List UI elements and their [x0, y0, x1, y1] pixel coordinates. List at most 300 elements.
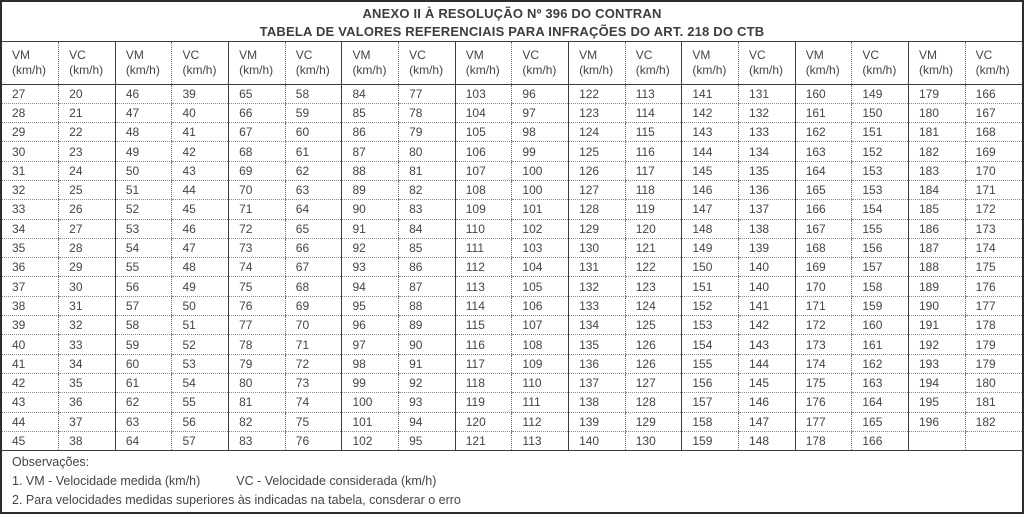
header-label: VM [579, 47, 598, 62]
vc-cell: 55 [172, 393, 229, 412]
vm-cell: 70 [229, 180, 286, 199]
vc-cell: 181 [965, 393, 1022, 412]
vm-cell: 63 [115, 412, 172, 431]
vm-cell: 89 [342, 180, 399, 199]
vm-cell: 66 [229, 103, 286, 122]
vc-cell: 104 [512, 258, 569, 277]
vm-cell: 151 [682, 277, 739, 296]
vc-cell: 44 [172, 180, 229, 199]
vc-cell: 143 [739, 335, 796, 354]
vm-cell: 187 [909, 238, 966, 257]
vm-cell: 169 [795, 258, 852, 277]
table-row [2, 296, 1022, 315]
vm-cell: 143 [682, 123, 739, 142]
vm-cell: 112 [455, 258, 512, 277]
header-cell-vc [285, 42, 342, 84]
header-label: VM [805, 47, 824, 62]
vm-cell: 192 [909, 335, 966, 354]
table-row [2, 335, 1022, 354]
vc-cell: 73 [285, 373, 342, 392]
vc-cell: 137 [739, 200, 796, 219]
vc-cell: 79 [399, 123, 456, 142]
vc-cell: 54 [172, 373, 229, 392]
vc-cell: 133 [739, 123, 796, 142]
vc-cell: 25 [59, 180, 116, 199]
header-unit: (km/h) [409, 62, 444, 77]
vc-cell: 182 [965, 412, 1022, 431]
vm-cell: 149 [682, 238, 739, 257]
header-cell-vc [852, 42, 909, 84]
header-unit: (km/h) [465, 62, 500, 77]
vc-cell: 50 [172, 296, 229, 315]
vm-cell: 163 [795, 142, 852, 161]
vc-cell: 84 [399, 219, 456, 238]
vm-cell: 55 [115, 258, 172, 277]
header-unit: (km/h) [239, 62, 274, 77]
header-cell-vc [512, 42, 569, 84]
vc-cell: 127 [625, 373, 682, 392]
vc-cell: 87 [399, 277, 456, 296]
header-unit: (km/h) [862, 62, 897, 77]
table-row [2, 123, 1022, 142]
vc-cell: 95 [399, 431, 456, 450]
vc-cell: 103 [512, 238, 569, 257]
table-row [2, 373, 1022, 392]
table-row [2, 238, 1022, 257]
vc-cell: 111 [512, 393, 569, 412]
vm-cell: 40 [2, 335, 59, 354]
vm-cell: 104 [455, 103, 512, 122]
vm-cell: 36 [2, 258, 59, 277]
table-row [2, 316, 1022, 335]
vc-cell: 38 [59, 431, 116, 450]
vc-cell: 161 [852, 335, 909, 354]
vm-cell: 72 [229, 219, 286, 238]
vm-cell: 58 [115, 316, 172, 335]
vm-cell: 54 [115, 238, 172, 257]
vc-cell: 112 [512, 412, 569, 431]
table-row [2, 219, 1022, 238]
vm-cell: 59 [115, 335, 172, 354]
vc-cell: 115 [625, 123, 682, 142]
vc-cell: 108 [512, 335, 569, 354]
header-unit: (km/h) [352, 62, 387, 77]
vm-cell: 140 [569, 431, 626, 450]
vm-cell: 122 [569, 84, 626, 103]
vc-cell: 175 [965, 258, 1022, 277]
vc-cell: 24 [59, 161, 116, 180]
vm-cell: 27 [2, 84, 59, 103]
vm-cell: 119 [455, 393, 512, 412]
vm-cell: 87 [342, 142, 399, 161]
vm-cell: 146 [682, 180, 739, 199]
vm-cell: 90 [342, 200, 399, 219]
vc-cell: 134 [739, 142, 796, 161]
vc-cell: 135 [739, 161, 796, 180]
vm-cell: 76 [229, 296, 286, 315]
header-cell-vc [965, 42, 1022, 84]
vm-cell: 116 [455, 335, 512, 354]
vm-cell: 133 [569, 296, 626, 315]
vm-cell: 94 [342, 277, 399, 296]
vc-cell: 153 [852, 161, 909, 180]
vm-cell: 61 [115, 373, 172, 392]
vm-cell: 190 [909, 296, 966, 315]
vm-cell: 179 [909, 84, 966, 103]
vm-cell: 193 [909, 354, 966, 373]
header-label: VC [295, 47, 313, 62]
vm-cell: 157 [682, 393, 739, 412]
vc-cell: 100 [512, 180, 569, 199]
vm-cell: 73 [229, 238, 286, 257]
vm-cell: 144 [682, 142, 739, 161]
vc-cell: 64 [285, 200, 342, 219]
vc-cell: 89 [399, 316, 456, 335]
vc-cell: 109 [512, 354, 569, 373]
header-cell-vm [115, 42, 172, 84]
vm-cell: 159 [682, 431, 739, 450]
vc-cell: 30 [59, 277, 116, 296]
vc-cell: 152 [852, 142, 909, 161]
header-cell-vc [739, 42, 796, 84]
vm-cell: 82 [229, 412, 286, 431]
vc-cell: 22 [59, 123, 116, 142]
vm-cell: 56 [115, 277, 172, 296]
vc-cell: 119 [625, 200, 682, 219]
vm-cell: 39 [2, 316, 59, 335]
observations-block [2, 450, 1022, 512]
vc-cell: 117 [625, 161, 682, 180]
header-label: VC [182, 47, 200, 62]
vm-cell: 128 [569, 200, 626, 219]
vc-cell: 123 [625, 277, 682, 296]
vc-cell: 128 [625, 393, 682, 412]
table-row [2, 84, 1022, 103]
vc-cell: 71 [285, 335, 342, 354]
vm-cell: 186 [909, 219, 966, 238]
header-cell-vm [455, 42, 512, 84]
header-unit: (km/h) [975, 62, 1010, 77]
header-label: VC [69, 47, 86, 62]
vc-cell: 74 [285, 393, 342, 412]
vc-cell: 154 [852, 200, 909, 219]
vm-cell: 38 [2, 296, 59, 315]
header-cell-vc [399, 42, 456, 84]
header-unit: (km/h) [692, 62, 727, 77]
vc-cell: 56 [172, 412, 229, 431]
vc-cell: 60 [285, 123, 342, 142]
vm-cell: 118 [455, 373, 512, 392]
vc-cell: 98 [512, 123, 569, 142]
vm-cell: 46 [115, 84, 172, 103]
vm-cell: 71 [229, 200, 286, 219]
vm-cell: 79 [229, 354, 286, 373]
vm-cell: 115 [455, 316, 512, 335]
vc-cell: 77 [399, 84, 456, 103]
vc-cell: 169 [965, 142, 1022, 161]
vm-cell: 91 [342, 219, 399, 238]
vc-cell: 120 [625, 219, 682, 238]
header-unit: (km/h) [805, 62, 840, 77]
vc-cell: 176 [965, 277, 1022, 296]
vm-cell: 147 [682, 200, 739, 219]
vm-cell: 107 [455, 161, 512, 180]
vm-cell: 117 [455, 354, 512, 373]
vm-cell: 191 [909, 316, 966, 335]
vm-cell: 148 [682, 219, 739, 238]
vc-cell: 27 [59, 219, 116, 238]
header-unit: (km/h) [69, 62, 104, 77]
vm-cell: 137 [569, 373, 626, 392]
vc-cell: 122 [625, 258, 682, 277]
header-cell-vc [59, 42, 116, 84]
vm-cell: 177 [795, 412, 852, 431]
vm-cell: 114 [455, 296, 512, 315]
table-row [2, 200, 1022, 219]
vm-cell: 184 [909, 180, 966, 199]
vc-cell: 43 [172, 161, 229, 180]
vc-cell: 82 [399, 180, 456, 199]
vm-cell: 183 [909, 161, 966, 180]
vc-cell: 167 [965, 103, 1022, 122]
vm-cell: 125 [569, 142, 626, 161]
vc-cell: 26 [59, 200, 116, 219]
vc-cell: 47 [172, 238, 229, 257]
reference-table [2, 42, 1022, 450]
vc-cell: 155 [852, 219, 909, 238]
table-row [2, 393, 1022, 412]
vc-cell: 151 [852, 123, 909, 142]
vc-cell: 142 [739, 316, 796, 335]
vc-cell: 158 [852, 277, 909, 296]
vc-cell: 85 [399, 238, 456, 257]
vc-cell: 178 [965, 316, 1022, 335]
vc-cell: 129 [625, 412, 682, 431]
vm-cell: 65 [229, 84, 286, 103]
vm-cell: 170 [795, 277, 852, 296]
vm-cell: 86 [342, 123, 399, 142]
vc-cell: 106 [512, 296, 569, 315]
vm-cell: 181 [909, 123, 966, 142]
vm-cell: 108 [455, 180, 512, 199]
vc-cell: 131 [739, 84, 796, 103]
vc-cell: 171 [965, 180, 1022, 199]
vc-cell: 166 [852, 431, 909, 450]
vm-cell: 53 [115, 219, 172, 238]
vc-cell: 35 [59, 373, 116, 392]
vm-cell: 124 [569, 123, 626, 142]
vc-cell: 92 [399, 373, 456, 392]
vm-cell: 162 [795, 123, 852, 142]
header-label: VM [352, 47, 371, 62]
vm-cell: 153 [682, 316, 739, 335]
vm-cell: 75 [229, 277, 286, 296]
vm-cell: 174 [795, 354, 852, 373]
vm-cell: 68 [229, 142, 286, 161]
vm-cell: 47 [115, 103, 172, 122]
header-cell-vm [229, 42, 286, 84]
vm-cell: 113 [455, 277, 512, 296]
table-header [2, 42, 1022, 84]
vm-cell: 161 [795, 103, 852, 122]
vm-cell: 44 [2, 412, 59, 431]
vm-cell: 176 [795, 393, 852, 412]
vm-cell [909, 431, 966, 450]
table-title [2, 2, 1022, 42]
vc-cell: 97 [512, 103, 569, 122]
vc-cell: 144 [739, 354, 796, 373]
vc-cell: 173 [965, 219, 1022, 238]
vc-cell: 23 [59, 142, 116, 161]
vm-cell: 134 [569, 316, 626, 335]
header-cell-vc [625, 42, 682, 84]
vm-cell: 30 [2, 142, 59, 161]
vm-cell: 101 [342, 412, 399, 431]
vc-cell: 141 [739, 296, 796, 315]
vm-cell: 78 [229, 335, 286, 354]
vc-cell: 53 [172, 354, 229, 373]
vc-cell: 113 [625, 84, 682, 103]
vc-cell: 33 [59, 335, 116, 354]
vc-cell: 81 [399, 161, 456, 180]
vc-cell: 179 [965, 335, 1022, 354]
vm-cell: 145 [682, 161, 739, 180]
vc-cell: 75 [285, 412, 342, 431]
vm-cell: 93 [342, 258, 399, 277]
vm-cell: 189 [909, 277, 966, 296]
vc-cell: 174 [965, 238, 1022, 257]
title-line-1: ANEXO II À RESOLUÇÃO Nº 396 DO CONTRAN [362, 6, 662, 21]
vm-cell: 139 [569, 412, 626, 431]
vm-cell: 152 [682, 296, 739, 315]
header-cell-vm [795, 42, 852, 84]
header-unit: (km/h) [919, 62, 953, 77]
vm-cell: 74 [229, 258, 286, 277]
vm-cell: 41 [2, 354, 59, 373]
vc-cell: 90 [399, 335, 456, 354]
vm-cell: 123 [569, 103, 626, 122]
vc-cell: 88 [399, 296, 456, 315]
vc-cell: 69 [285, 296, 342, 315]
vm-cell: 32 [2, 180, 59, 199]
vc-cell: 145 [739, 373, 796, 392]
header-label: VC [862, 47, 880, 62]
header-label: VC [749, 47, 766, 62]
table-body [2, 84, 1022, 450]
header-unit: (km/h) [182, 62, 217, 77]
vc-cell: 29 [59, 258, 116, 277]
vc-cell: 165 [852, 412, 909, 431]
vc-cell: 150 [852, 103, 909, 122]
vm-cell: 154 [682, 335, 739, 354]
vc-cell: 130 [625, 431, 682, 450]
vm-cell: 155 [682, 354, 739, 373]
vc-cell: 166 [965, 84, 1022, 103]
table-row [2, 142, 1022, 161]
vc-cell: 156 [852, 238, 909, 257]
header-label: VM [692, 47, 711, 62]
vc-cell: 70 [285, 316, 342, 335]
vm-cell: 156 [682, 373, 739, 392]
vc-cell: 138 [739, 219, 796, 238]
vc-cell: 110 [512, 373, 569, 392]
vc-cell: 159 [852, 296, 909, 315]
vc-cell: 86 [399, 258, 456, 277]
header-unit: (km/h) [12, 62, 46, 77]
vm-cell: 111 [455, 238, 512, 257]
header-label: VM [12, 47, 30, 62]
vc-cell: 61 [285, 142, 342, 161]
vm-cell: 142 [682, 103, 739, 122]
vc-cell: 58 [285, 84, 342, 103]
vc-cell: 36 [59, 393, 116, 412]
vc-cell: 168 [965, 123, 1022, 142]
vm-cell: 84 [342, 84, 399, 103]
vc-cell: 52 [172, 335, 229, 354]
table-row [2, 412, 1022, 431]
header-cell-vm [342, 42, 399, 84]
vc-cell: 62 [285, 161, 342, 180]
vm-cell: 178 [795, 431, 852, 450]
vc-cell: 28 [59, 238, 116, 257]
vm-cell: 81 [229, 393, 286, 412]
vc-cell: 93 [399, 393, 456, 412]
vm-cell: 92 [342, 238, 399, 257]
vm-cell: 57 [115, 296, 172, 315]
vm-cell: 150 [682, 258, 739, 277]
table-row [2, 354, 1022, 373]
title-line-2: TABELA DE VALORES REFERENCIAIS PARA INFRAÇÕES DO ART. 218 DO CTB [259, 24, 765, 39]
table-row [2, 180, 1022, 199]
vc-cell: 148 [739, 431, 796, 450]
vc-cell: 67 [285, 258, 342, 277]
vm-cell: 88 [342, 161, 399, 180]
vc-cell: 48 [172, 258, 229, 277]
header-label: VC [635, 47, 653, 62]
vm-cell: 83 [229, 431, 286, 450]
vm-cell: 29 [2, 123, 59, 142]
vm-cell: 194 [909, 373, 966, 392]
header-cell-vm [2, 42, 59, 84]
header-unit: (km/h) [295, 62, 330, 77]
observation-note-1 [12, 472, 1022, 491]
vc-cell: 177 [965, 296, 1022, 315]
vc-cell: 114 [625, 103, 682, 122]
vm-cell: 80 [229, 373, 286, 392]
vc-cell: 83 [399, 200, 456, 219]
vm-cell: 77 [229, 316, 286, 335]
vc-cell: 121 [625, 238, 682, 257]
vc-cell: 31 [59, 296, 116, 315]
vc-cell: 140 [739, 277, 796, 296]
vc-cell: 66 [285, 238, 342, 257]
vc-cell: 160 [852, 316, 909, 335]
table-row [2, 103, 1022, 122]
header-cell-vm [682, 42, 739, 84]
vc-cell: 99 [512, 142, 569, 161]
vc-cell: 51 [172, 316, 229, 335]
vc-cell: 170 [965, 161, 1022, 180]
vc-cell: 42 [172, 142, 229, 161]
vc-cell: 49 [172, 277, 229, 296]
vm-cell: 188 [909, 258, 966, 277]
header-row [2, 42, 1022, 84]
vm-cell: 50 [115, 161, 172, 180]
vm-cell: 109 [455, 200, 512, 219]
vm-cell: 64 [115, 431, 172, 450]
vm-cell: 160 [795, 84, 852, 103]
vm-cell: 33 [2, 200, 59, 219]
